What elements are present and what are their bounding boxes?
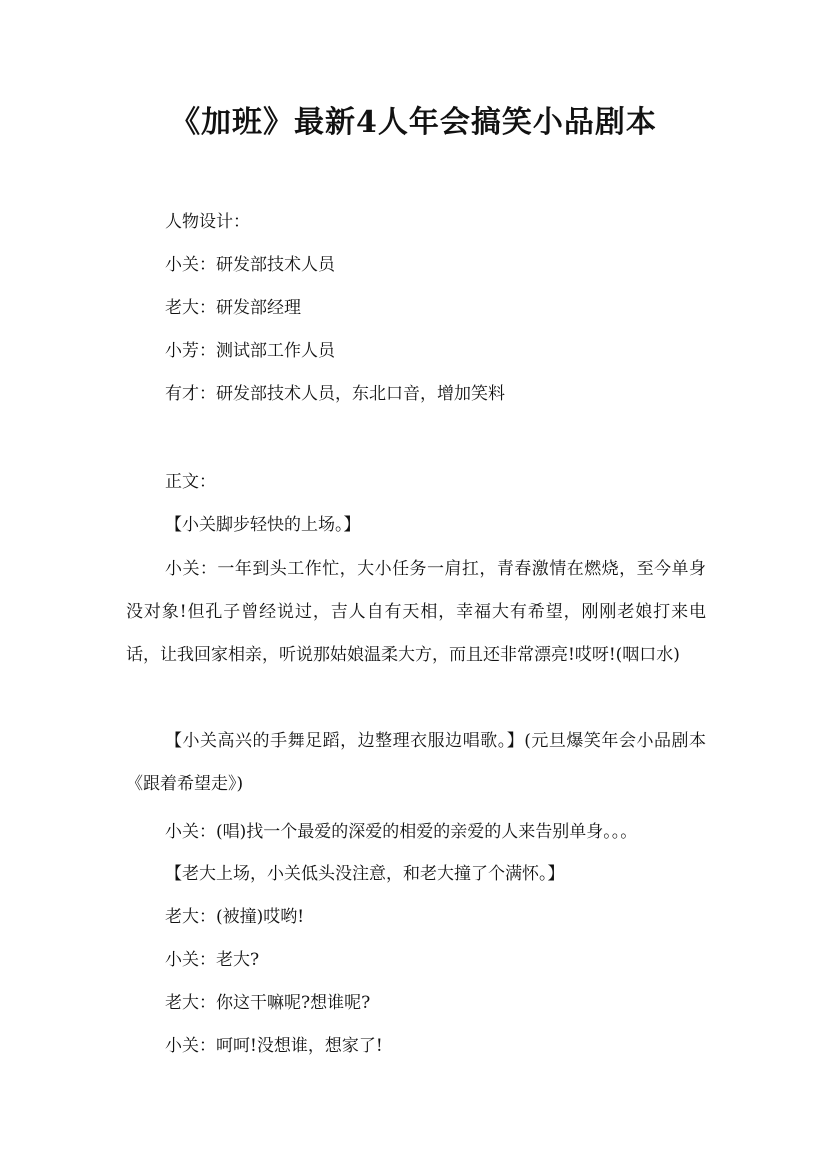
document-title: 《加班》最新4人年会搞笑小品剧本 (170, 105, 657, 140)
dialogue-line: 老大：(被撞)哎哟! (165, 907, 305, 927)
stage-direction: 【老大上场，小关低头没注意，和老大撞了个满怀。】 (165, 864, 565, 884)
body-heading: 正文： (165, 472, 216, 492)
dialogue-line: 小关：呵呵!没想谁，想家了! (165, 1036, 383, 1056)
cast-heading: 人物设计： (165, 212, 250, 232)
dialogue-line: 老大：你这干嘛呢?想谁呢? (165, 993, 371, 1013)
cast-item-youcai: 有才：研发部技术人员，东北口音，增加笑料 (165, 384, 505, 404)
cast-item-xiaoguan: 小关：研发部技术人员 (165, 255, 335, 275)
stage-direction: 【小关脚步轻快的上场。】 (165, 515, 361, 535)
dialogue-paragraph: 小关：一年到头工作忙，大小任务一肩扛，青春激情在燃烧，至今单身没对象!但孔子曾经说过，吉人自有天相，幸福大有希望，刚刚老娘打来电话，让我回家相亲，听说那姑娘温柔大方，而且还非常漂亮!哎呀!(咽口水) (126, 559, 706, 665)
cast-item-laoda: 老大：研发部经理 (165, 298, 301, 318)
stage-direction-paragraph: 【小关高兴的手舞足蹈，边整理衣服边唱歌。】(元旦爆笑年会小品剧本《跟着希望走》) (126, 731, 706, 794)
dialogue-line: 小关：(唱)找一个最爱的深爱的相爱的亲爱的人来告别单身。。。 (165, 822, 638, 842)
cast-item-xiaofang: 小芳：测试部工作人员 (165, 341, 335, 361)
dialogue-line: 小关：老大? (165, 950, 260, 970)
